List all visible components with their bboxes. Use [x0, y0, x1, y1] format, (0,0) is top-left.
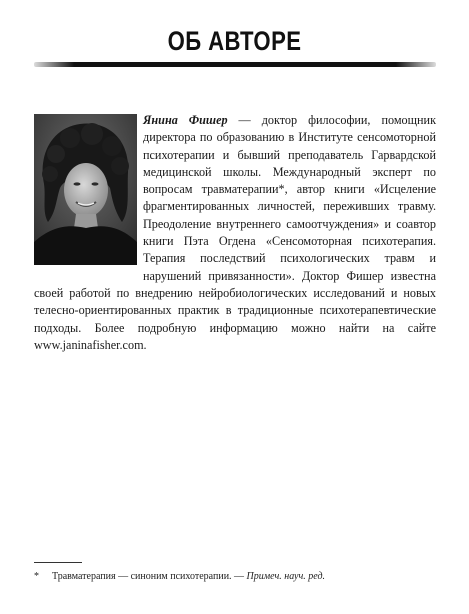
footnote-editor-note: Примеч. науч. ред. — [246, 571, 326, 582]
bio-text: — доктор философии, помощник директора по образованию в Институте сенсомоторной психотерапии и бывший преподаватель Гарвардской медицинской школы. Международный эксперт по вопросам травматерапии*, автор книги «Исцеление фрагментированных личностей, переживших травму. Преодоление внутреннего самоотчуждения» и соавтор книги Пэта Огдена «Сенсомоторная психотерапия. Терапия последствий психологических травм и нарушений привязанности». Доктор Фишер известна своей работой по внедрению нейробиологических исследований и новых телесно-ориентированных практик в традиционные психотерапевтические подходы. Более подробную информацию можно найти на сайте www.janinafisher.com. — [34, 113, 436, 352]
footnote-text: Травматерапия — синоним психотерапии. — — [52, 571, 247, 582]
page-title: ОБ АВТОРЕ — [167, 26, 302, 56]
author-bio — [34, 112, 436, 354]
title-underline — [34, 62, 436, 67]
footnote-marker: * — [34, 571, 39, 582]
footnote — [34, 570, 436, 583]
author-name: Янина Фишер — [143, 113, 228, 127]
footnote-divider — [34, 562, 82, 563]
